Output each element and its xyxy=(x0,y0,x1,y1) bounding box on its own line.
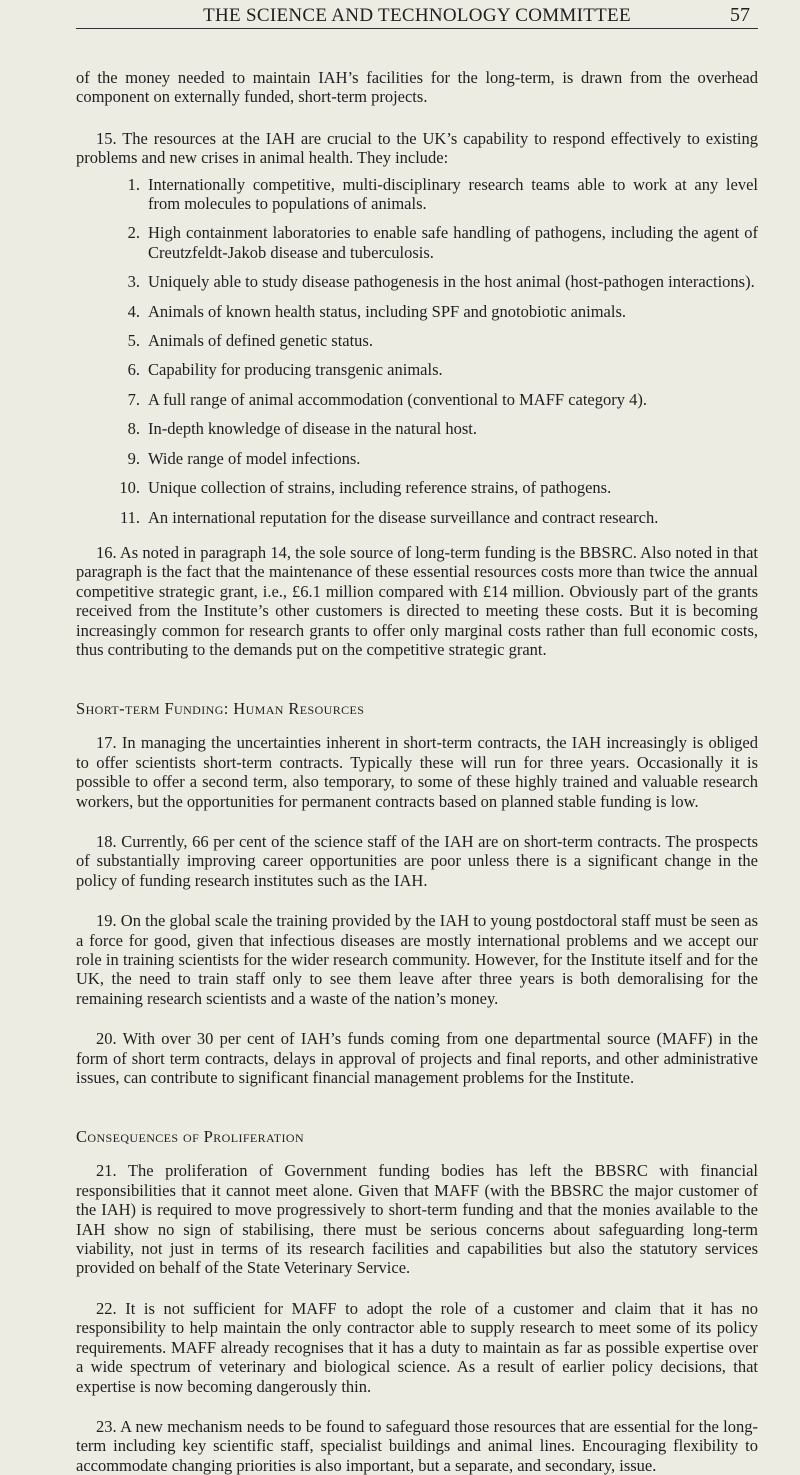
paragraph-15: 15. The resources at the IAH are crucial to the UK’s capability to respond effectively to existing problems and new crises in animal health. They include: xyxy=(76,128,758,168)
capability-item xyxy=(76,175,758,214)
capability-item xyxy=(76,272,758,291)
page-number: 57 xyxy=(730,4,750,26)
paragraph-23: 23. A new mechanism needs to be found to safeguard those resources that are essential for the long-term including key scientific staff, specialist buildings and animal lines. Encouraging flexibility to accommodate changing priorities is also important, but a separate, and secondary, issue. xyxy=(76,1416,758,1475)
capability-item xyxy=(76,331,758,350)
capability-item xyxy=(76,419,758,438)
capability-text: Capability for producing transgenic animals. xyxy=(148,360,443,380)
capability-item xyxy=(76,223,758,262)
capability-item xyxy=(76,508,758,527)
paragraph-21: 21. The proliferation of Government funding bodies has left the BBSRC with financial responsibilities that it cannot meet alone. Given that MAFF (with the BBSRC the major customer of the IAH) is required to move progressively to short-term funding and that the monies available to the IAH show no sign of stabilising, there must be serious concerns about safeguarding long-term viability, not just in terms of its research facilities and capabilities but also the statutory services provided on behalf of the State Veterinary Service. xyxy=(76,1161,758,1278)
capability-number: 6. xyxy=(127,360,140,380)
section-heading-short-term-funding: Short-term Funding: Human Resources xyxy=(76,699,365,719)
capability-text: Unique collection of strains, including reference strains, of pathogens. xyxy=(148,478,612,498)
capability-number: 1. xyxy=(127,174,140,194)
header-rule xyxy=(76,28,758,29)
capability-number: 9. xyxy=(127,448,140,468)
capability-text: A full range of animal accommodation (conventional to MAFF category 4). xyxy=(148,389,647,409)
capability-item xyxy=(76,390,758,409)
running-title: THE SCIENCE AND TECHNOLOGY COMMITTEE xyxy=(203,5,631,26)
capability-text: In-depth knowledge of disease in the natural host. xyxy=(148,419,477,439)
paragraph-18: 18. Currently, 66 per cent of the science staff of the IAH are on short-term contracts. The prospects of substantially improving career opportunities are poor unless there is a significant change in the policy of funding research institutes such as the IAH. xyxy=(76,831,758,890)
capability-text: Animals of defined genetic status. xyxy=(148,331,373,351)
capability-number: 8. xyxy=(127,419,140,439)
capability-text: Animals of known health status, including SPF and gnotobiotic animals. xyxy=(148,301,627,321)
capability-item xyxy=(76,360,758,379)
paragraph-19: 19. On the global scale the training provided by the IAH to young postdoctoral staff must be seen as a force for good, given that infectious diseases are mostly international problems and we accept our role in training scientists for the wider research community. However, for the Institute itself and for the UK, the need to train staff only to see them leave after three years is both demoralising for the remaining research scientists and a waste of the nation’s money. xyxy=(76,911,758,1008)
capabilities-list xyxy=(76,175,758,527)
capability-number: 10. xyxy=(119,478,140,498)
capability-text: Uniquely able to study disease pathogenesis in the host animal (host-pathogen interactions). xyxy=(148,272,755,292)
paragraph-17: 17. In managing the uncertainties inherent in short-term contracts, the IAH increasingly is obliged to offer scientists short-term contracts. Typically these will run for three years. Occasionally it is possible to offer a second term, also temporary, to some of these highly trained and valuable research workers, but the opportunities for permanent contracts based on planned stable funding is low. xyxy=(76,733,758,811)
capability-text: High containment laboratories to enable safe handling of pathogens, including the agent of Creutzfeldt-Jakob disease and tuberculosis. xyxy=(148,223,758,262)
capability-text: Wide range of model infections. xyxy=(148,448,361,468)
capability-text: An international reputation for the disease surveillance and contract research. xyxy=(148,507,659,527)
page-header xyxy=(76,0,758,46)
capability-item xyxy=(76,302,758,321)
paragraph-22: 22. It is not sufficient for MAFF to adopt the role of a customer and claim that it has no responsibility to help maintain the only contractor able to supply research to meet some of its policy requirements. MAFF already recognises that it has a duty to maintain as far as possible expertise over a wide spectrum of veterinary and biological science. As a result of earlier policy decisions, that expertise is now becoming dangerously thin. xyxy=(76,1298,758,1396)
capability-number: 4. xyxy=(127,301,140,321)
section-heading-consequences: Consequences of Proliferation xyxy=(76,1127,305,1147)
capability-item xyxy=(76,478,758,497)
paragraph-20: 20. With over 30 per cent of IAH’s funds coming from one departmental source (MAFF) in the form of short term contracts, delays in approval of projects and final reports, and other administrative issues, can contribute to significant financial management problems for the Institute. xyxy=(76,1029,758,1088)
capability-number: 11. xyxy=(119,507,140,527)
capability-number: 3. xyxy=(127,272,140,292)
continued-paragraph: of the money needed to maintain IAH’s facilities for the long-term, is drawn from the overhead component on externally funded, short-term projects. xyxy=(76,68,758,107)
capability-item xyxy=(76,449,758,468)
capability-number: 2. xyxy=(127,223,140,243)
capability-number: 7. xyxy=(127,389,140,409)
capability-text: Internationally competitive, multi-disciplinary research teams able to work at any level from molecules to populations of animals. xyxy=(148,174,758,214)
capability-number: 5. xyxy=(127,331,140,351)
paragraph-16: 16. As noted in paragraph 14, the sole source of long-term funding is the BBSRC. Also noted in that paragraph is the fact that the maintenance of these essential resources costs more than twice the annual competitive strategic grant, i.e., £6.1 million compared with £14 million. Obviously part of the grants received from the Institute’s other customers is directed to meeting these costs. But it is becoming increasingly common for research grants to offer only marginal costs rather than full economic costs, thus contributing to the demands put on the competitive strategic grant. xyxy=(76,542,758,659)
